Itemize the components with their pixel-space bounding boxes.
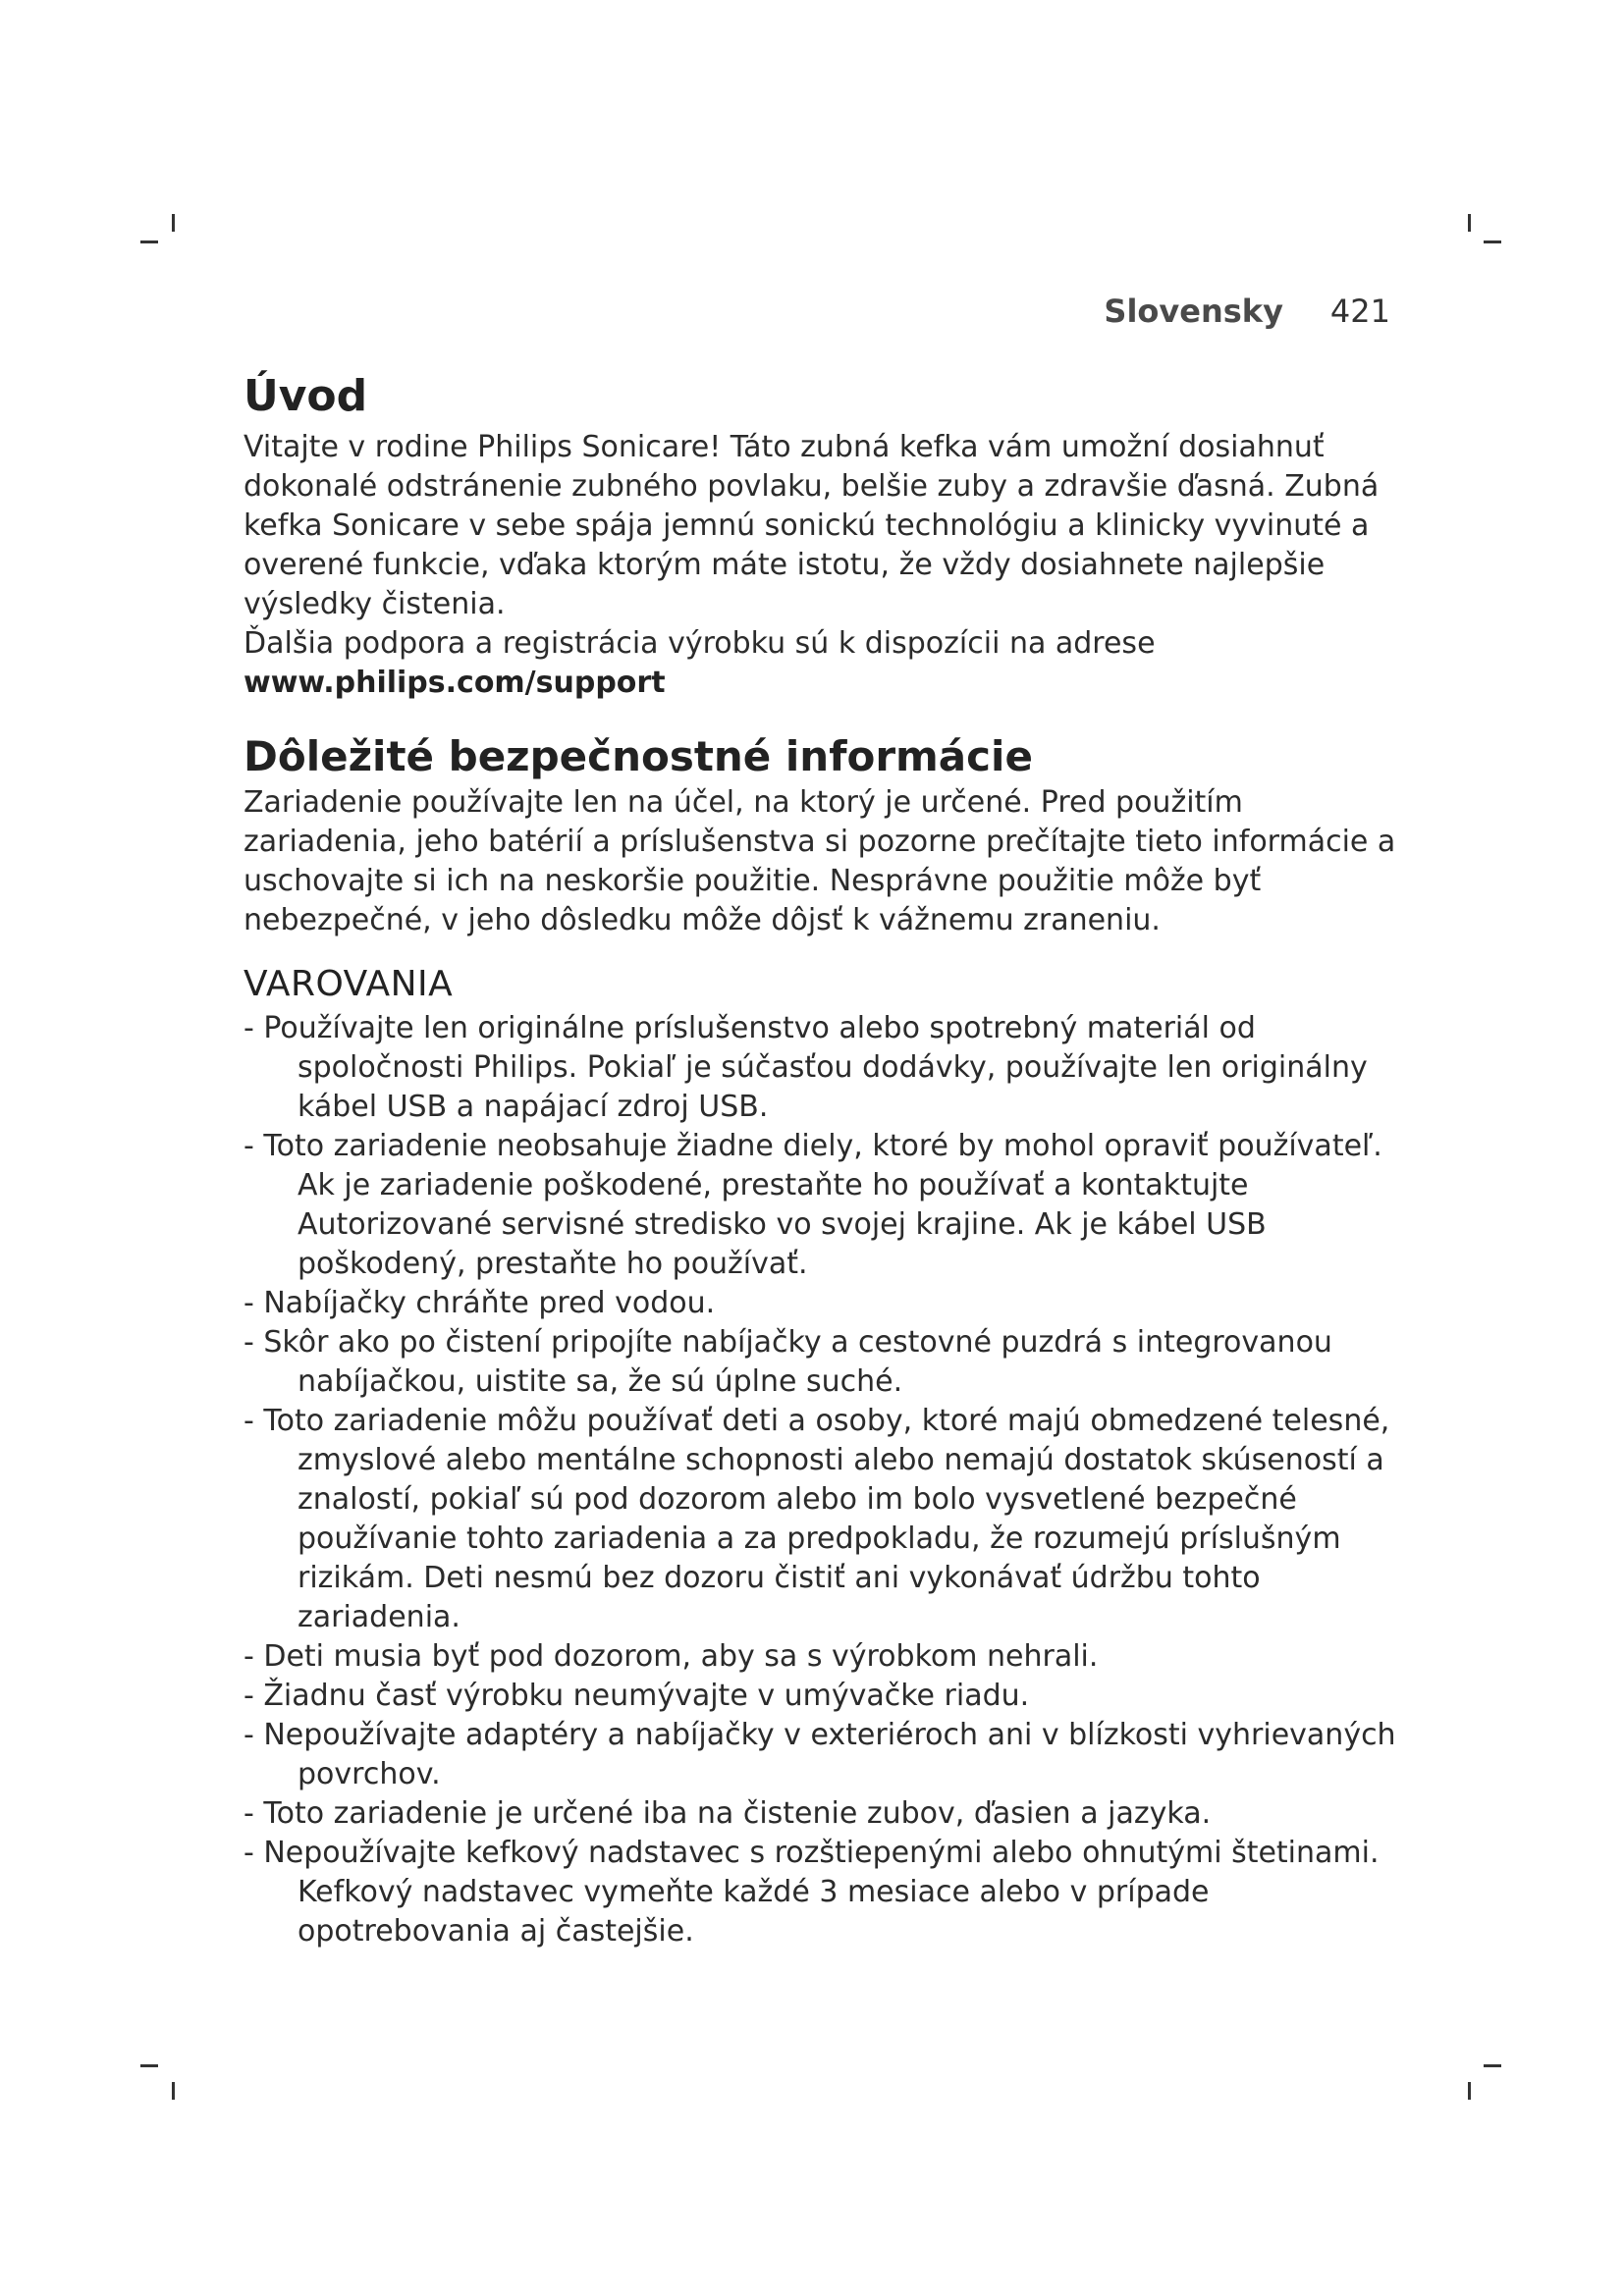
crop-mark <box>172 2082 175 2100</box>
page-content <box>244 369 1402 1951</box>
warning-item: - Používajte len originálne príslušenstvo alebo spotrebný materiál od spoločnosti Philips. Pokiaľ je súčasťou dodávky, používajte len originálny kábel USB a napájací zdroj USB. <box>244 1011 1368 1124</box>
safety-paragraph: Zariadenie používajte len na účel, na ktorý je určené. Pred použitím zariadenia, jeho batérií a príslušenstva si pozorne prečítajte tieto informácie a uschovajte si ich na neskoršie použitie. Nesprávne použitie môže byť nebezpečné, v jeho dôsledku môže dôjsť k vážnemu zraneniu. <box>244 785 1396 937</box>
warning-item: - Toto zariadenie neobsahuje žiadne diely, ktoré by mohol opraviť používateľ. Ak je zariadenie poškodené, prestaňte ho používať a kontaktujte Autorizované servisné stredisko vo svojej krajine. Ak je kábel USB poškodený, prestaňte ho používať. <box>244 1129 1382 1281</box>
warning-item: - Skôr ako po čistení pripojíte nabíjačky a cestovné puzdrá s integrovanou nabíjačkou, uistite sa, že sú úplne suché. <box>244 1325 1332 1399</box>
crop-mark <box>1468 2082 1471 2100</box>
warning-item: - Toto zariadenie je určené iba na čistenie zubov, ďasien a jazyka. <box>244 1796 1212 1831</box>
warnings-list <box>244 1009 1402 1951</box>
intro-title: Úvod <box>244 371 368 421</box>
page-number: 421 <box>1329 293 1390 330</box>
crop-mark <box>1468 214 1471 232</box>
safety-title: Dôležité bezpečnostné informácie <box>244 732 1033 780</box>
warning-item: - Žiadnu časť výrobku neumývajte v umývačke riadu. <box>244 1679 1030 1713</box>
warning-item: - Nepoužívajte kefkový nadstavec s rozštiepenými alebo ohnutými štetinami. Kefkový nadstavec vymeňte každé 3 mesiace alebo v prípade opotrebovania aj častejšie. <box>244 1836 1380 1949</box>
language-label: Slovensky <box>1104 293 1283 330</box>
crop-mark <box>140 240 158 243</box>
warning-item: - Nepoužívajte adaptéry a nabíjačky v exteriéroch ani v blízkosti vyhrievaných povrchov. <box>244 1718 1396 1791</box>
support-text: Ďalšia podpora a registrácia výrobku sú k dispozícii na adrese <box>244 626 1156 661</box>
warning-item: - Nabíjačky chráňte pred vodou. <box>244 1286 716 1320</box>
warning-item: - Toto zariadenie môžu používať deti a osoby, ktoré majú obmedzené telesné, zmyslové alebo mentálne schopnosti alebo nemajú dostatok skúseností a znalostí, pokiaľ sú pod dozorom alebo im bolo vysvetlené bezpečné používanie tohto zariadenia a za predpokladu, že rozumejú príslušným rizikám. Deti nesmú bez dozoru čistiť ani vykonávať údržbu tohto zariadenia. <box>244 1404 1390 1634</box>
crop-mark <box>140 2064 158 2067</box>
crop-mark <box>172 214 175 232</box>
support-url: www.philips.com/support <box>244 666 666 700</box>
crop-mark <box>1484 2064 1501 2067</box>
crop-mark <box>1484 240 1501 243</box>
warning-item: - Deti musia byť pod dozorom, aby sa s výrobkom nehrali. <box>244 1639 1099 1674</box>
page-header <box>1104 292 1390 331</box>
warnings-title: VAROVANIA <box>244 964 454 1004</box>
intro-paragraph: Vitajte v rodine Philips Sonicare! Táto zubná kefka vám umožní dosiahnuť dokonalé odstránenie zubného povlaku, belšie zuby a zdravšie ďasná. Zubná kefka Sonicare v sebe spája jemnú sonickú technológiu a klinicky vyvinuté a overené funkcie, vďaka ktorým máte istotu, že vždy dosiahnete najlepšie výsledky čistenia. <box>244 430 1380 621</box>
